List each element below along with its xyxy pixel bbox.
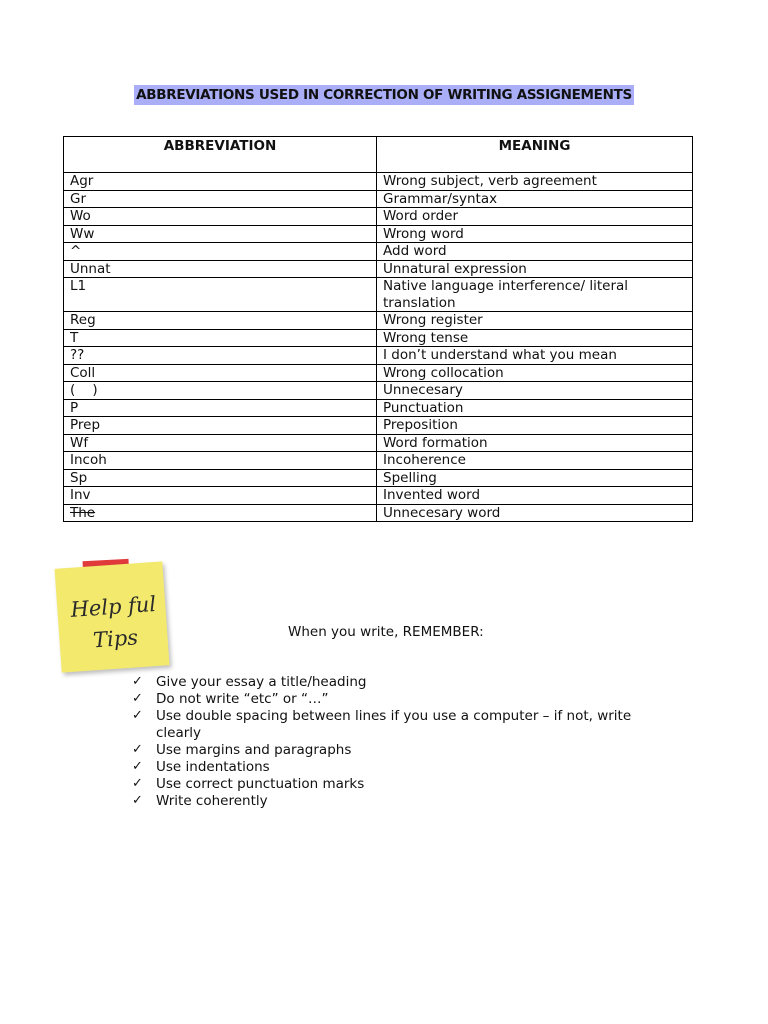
abbreviation-cell: ??: [64, 347, 377, 365]
meaning-cell: Unnecesary: [377, 382, 693, 400]
checkmark-icon: ✓: [132, 708, 143, 723]
meaning-cell: Unnatural expression: [377, 260, 693, 278]
tip-text: Do not write “etc” or “…”: [156, 691, 329, 707]
tip-text: Use indentations: [156, 758, 270, 775]
meaning-cell: Wrong collocation: [377, 364, 693, 382]
tip-text: Use correct punctuation marks: [156, 775, 365, 792]
tip-text: Use margins and paragraphs: [156, 741, 352, 758]
table-row: [64, 190, 693, 208]
sticky-note-line-1: Help ful: [69, 591, 157, 622]
meaning-cell: Word formation: [377, 434, 693, 452]
checkmark-icon: ✓: [132, 758, 143, 774]
abbreviation-cell: ( ): [64, 382, 377, 400]
abbreviation-cell: Wf: [64, 434, 377, 452]
table-row: [64, 243, 693, 261]
meaning-cell: Word order: [377, 208, 693, 226]
meaning-cell: Incoherence: [377, 452, 693, 470]
meaning-cell: Wrong subject, verb agreement: [377, 173, 693, 191]
header-meaning: MEANING: [377, 137, 693, 173]
abbreviation-cell: Wo: [64, 208, 377, 226]
meaning-cell: Native language interference/ literal translation: [377, 278, 693, 312]
abbreviation-cell: Incoh: [64, 452, 377, 470]
tip-item: [132, 776, 632, 793]
table-row: [64, 260, 693, 278]
table-row: [64, 347, 693, 365]
meaning-cell: Invented word: [377, 487, 693, 505]
checkmark-icon: ✓: [132, 741, 143, 757]
table-row: [64, 399, 693, 417]
header-abbreviation: ABBREVIATION: [64, 137, 377, 173]
tip-item: [132, 691, 632, 708]
checkmark-icon: ✓: [132, 775, 143, 791]
tip-item: [132, 793, 632, 810]
tip-text: Use double spacing between lines if you use a computer – if not, write clearly: [156, 708, 632, 741]
meaning-cell: Wrong register: [377, 312, 693, 330]
table-row: [64, 225, 693, 243]
table-row: [64, 173, 693, 191]
abbreviation-cell: P: [64, 399, 377, 417]
abbreviation-cell: Prep: [64, 417, 377, 435]
tip-item: [132, 742, 632, 759]
abbreviation-cell: Sp: [64, 469, 377, 487]
title-wrapper: [0, 84, 768, 105]
table-row: [64, 208, 693, 226]
meaning-cell: Preposition: [377, 417, 693, 435]
tip-text: Give your essay a title/heading: [156, 674, 367, 690]
table-row: [64, 417, 693, 435]
tip-item: [132, 759, 632, 776]
table-row: [64, 434, 693, 452]
table-row: [64, 312, 693, 330]
table-row: [64, 504, 693, 522]
abbreviations-table: [63, 136, 693, 522]
table-body: [64, 173, 693, 522]
remember-heading: When you write, REMEMBER:: [288, 624, 484, 640]
tip-text: Write coherently: [156, 792, 268, 809]
abbreviation-cell: Agr: [64, 173, 377, 191]
abbreviation-cell: Reg: [64, 312, 377, 330]
table-row: [64, 364, 693, 382]
table-row: [64, 487, 693, 505]
sticky-note-line-2: Tips: [92, 625, 139, 653]
abbreviation-cell: The: [64, 504, 377, 522]
abbreviation-cell: Unnat: [64, 260, 377, 278]
meaning-cell: Punctuation: [377, 399, 693, 417]
meaning-cell: Grammar/syntax: [377, 190, 693, 208]
checkmark-icon: ✓: [132, 792, 143, 808]
table-row: [64, 329, 693, 347]
table-row: [64, 382, 693, 400]
abbreviation-cell: Inv: [64, 487, 377, 505]
table-row: [64, 452, 693, 470]
checkmark-icon: ✓: [132, 691, 143, 706]
abbreviation-cell: Gr: [64, 190, 377, 208]
checkmark-icon: ✓: [132, 674, 143, 689]
tip-item: [132, 674, 632, 691]
meaning-cell: I don’t understand what you mean: [377, 347, 693, 365]
meaning-cell: Wrong word: [377, 225, 693, 243]
abbreviation-cell: ^: [64, 243, 377, 261]
meaning-cell: Unnecesary word: [377, 504, 693, 522]
tip-item: [132, 708, 632, 741]
table-header-row: [64, 137, 693, 173]
document-title: ABBREVIATIONS USED IN CORRECTION OF WRITING ASSIGNEMENTS: [136, 87, 632, 103]
tips-list: [132, 674, 632, 810]
abbreviation-cell: L1: [64, 278, 377, 312]
table-row: [64, 469, 693, 487]
meaning-cell: Add word: [377, 243, 693, 261]
abbreviation-cell: Ww: [64, 225, 377, 243]
table-row: [64, 278, 693, 312]
helpful-tips-sticky-note: [55, 561, 170, 672]
meaning-cell: Wrong tense: [377, 329, 693, 347]
abbreviation-cell: Coll: [64, 364, 377, 382]
meaning-cell: Spelling: [377, 469, 693, 487]
abbreviation-cell: T: [64, 329, 377, 347]
